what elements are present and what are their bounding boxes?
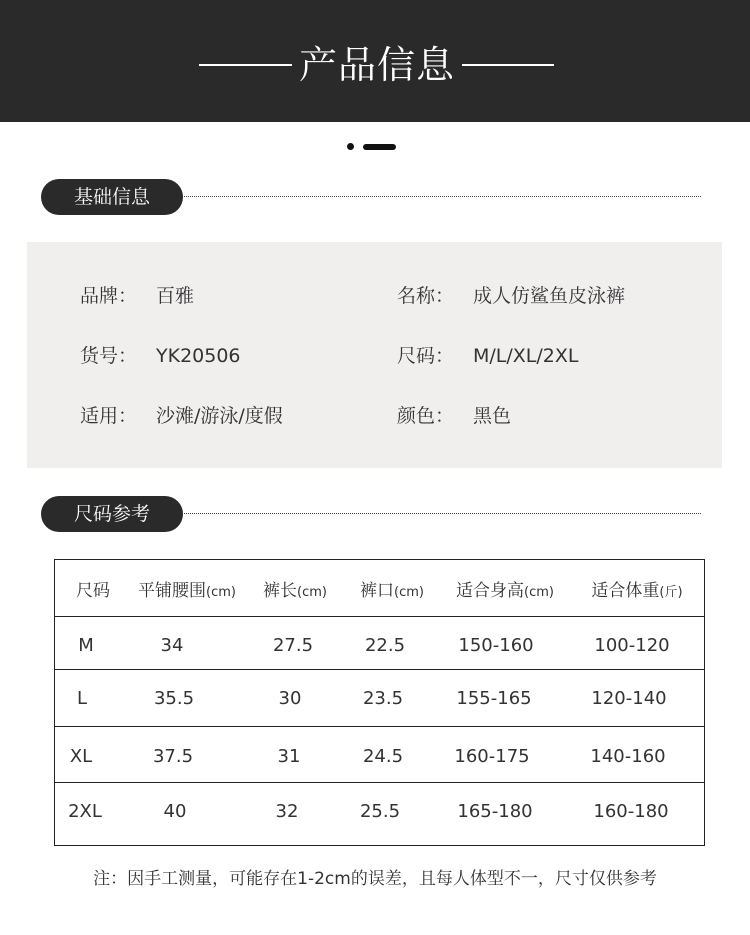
table-header-size: 尺码 — [76, 581, 110, 601]
table-cell: 140-160 — [590, 746, 666, 767]
title-left-rule — [199, 64, 292, 66]
header-banner — [0, 0, 750, 122]
section-tag-basic-info: 基础信息 — [41, 179, 183, 215]
info-name-value: 成人仿鲨鱼皮泳裤 — [473, 285, 626, 307]
basic-info-panel — [27, 242, 722, 468]
info-brand-label: 品牌： — [80, 285, 138, 307]
table-cell: 24.5 — [362, 746, 404, 767]
info-color-value: 黑色 — [473, 405, 512, 427]
table-header-height: 适合身高(cm) — [456, 581, 554, 601]
table-cell: 155-165 — [456, 688, 532, 709]
table-header-waist: 平铺腰围(cm) — [138, 581, 236, 601]
info-name-label: 名称： — [397, 285, 455, 307]
table-cell: 160-175 — [454, 746, 530, 767]
table-cell: 27.5 — [272, 635, 314, 656]
page-title: 产品信息 — [298, 43, 455, 87]
table-cell: 100-120 — [594, 635, 670, 656]
section-divider-basic-info — [184, 196, 701, 197]
table-cell: 165-180 — [457, 801, 533, 822]
table-cell: 150-160 — [458, 635, 534, 656]
table-cell: 32 — [275, 801, 299, 822]
table-header-length: 裤长(cm) — [263, 581, 327, 601]
info-size-value: M/L/XL/2XL — [473, 345, 579, 367]
info-color-label: 颜色： — [397, 405, 455, 427]
indicator-bar — [363, 144, 396, 150]
table-cell: 40 — [163, 801, 187, 822]
table-rule — [55, 616, 704, 617]
table-cell: 160-180 — [593, 801, 669, 822]
title-right-rule — [462, 64, 554, 66]
indicator-dot — [347, 143, 354, 150]
info-color — [397, 403, 512, 429]
table-cell: 35.5 — [153, 688, 195, 709]
info-item-no-label: 货号： — [80, 345, 138, 367]
info-size-label: 尺码： — [397, 345, 455, 367]
table-cell: 34 — [160, 635, 184, 656]
size-chart-table — [54, 559, 705, 846]
table-cell: 2XL — [68, 801, 102, 822]
section-tag-size-chart: 尺码参考 — [41, 496, 183, 532]
table-rule — [55, 726, 704, 727]
info-size — [397, 343, 579, 369]
table-cell: M — [78, 635, 94, 656]
table-cell: 30 — [278, 688, 302, 709]
table-cell: 120-140 — [591, 688, 667, 709]
info-usage-label: 适用： — [80, 405, 138, 427]
table-cell: 37.5 — [152, 746, 194, 767]
info-item-no — [80, 343, 241, 369]
info-brand — [80, 283, 195, 309]
table-cell: 22.5 — [364, 635, 406, 656]
table-rule — [55, 782, 704, 783]
section-divider-size-chart — [184, 513, 701, 514]
measurement-note: 注：因手工测量，可能存在1-2cm的误差，且每人体型不一，尺寸仅供参考 — [93, 869, 657, 889]
table-header-weight: 适合体重(斤) — [591, 581, 683, 601]
table-cell: L — [76, 688, 88, 709]
table-cell: 25.5 — [359, 801, 401, 822]
info-name — [397, 283, 626, 309]
table-rule — [55, 669, 704, 670]
info-usage-value: 沙滩/游泳/度假 — [156, 405, 283, 427]
info-usage — [80, 403, 283, 429]
table-cell: 23.5 — [362, 688, 404, 709]
table-cell: 31 — [277, 746, 301, 767]
info-item-no-value: YK20506 — [156, 345, 241, 367]
table-header-leg-opening: 裤口(cm) — [360, 581, 424, 601]
info-brand-value: 百雅 — [156, 285, 195, 307]
table-cell: XL — [69, 746, 93, 767]
